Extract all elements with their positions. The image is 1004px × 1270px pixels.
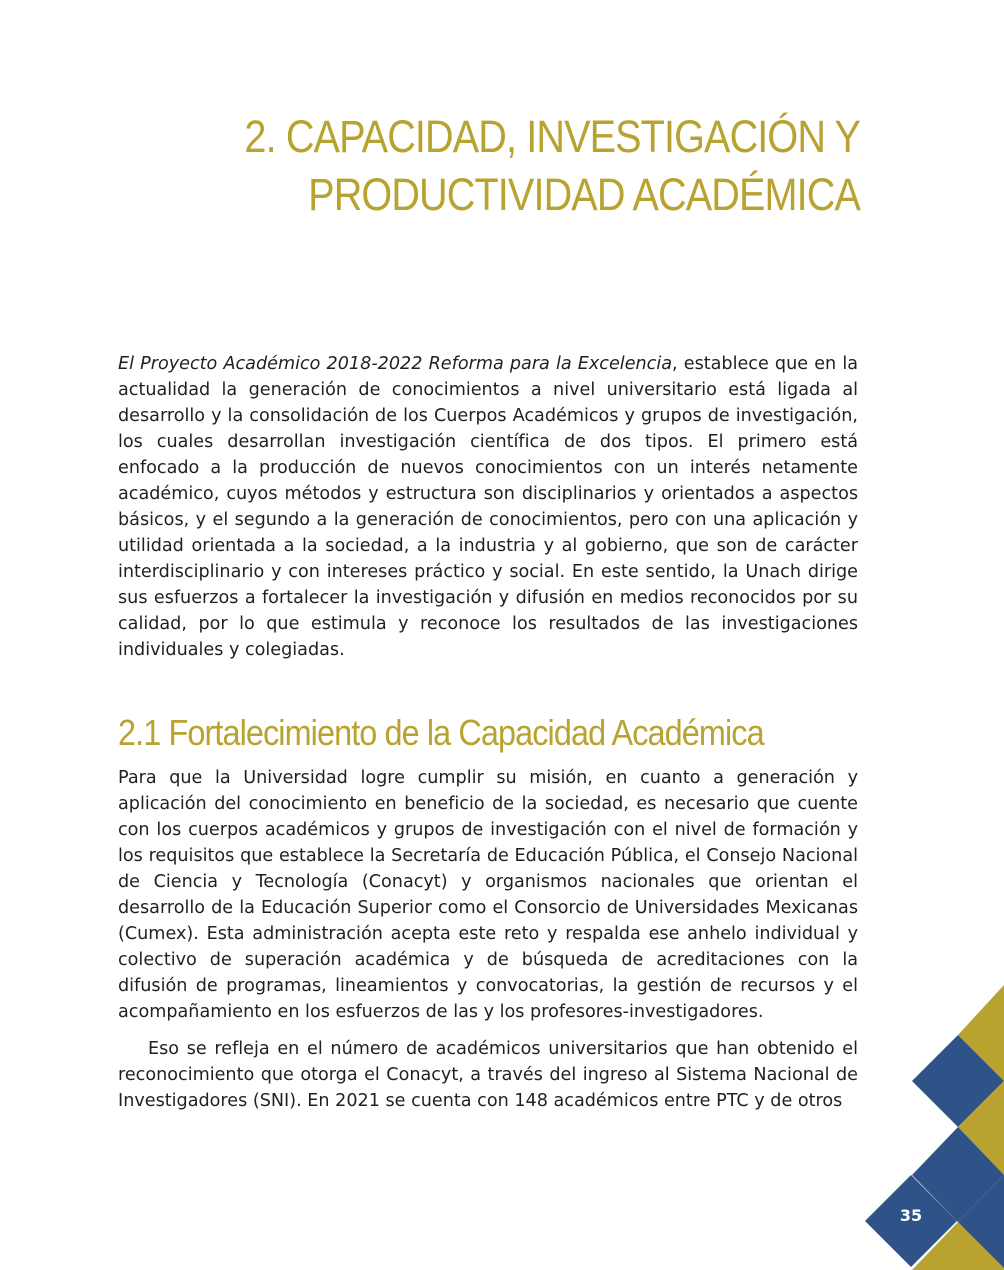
project-title-italic: El Proyecto Académico 2018-2022 Reforma para la Excelencia: [118, 354, 673, 374]
page-number: 35: [899, 1206, 923, 1225]
section-paragraph-1: Para que la Universidad logre cumplir su misión, en cuanto a generación y aplicación del conocimiento en beneficio de la sociedad, es necesario que cuente con los cuerpos académicos y grupos de investigación con el nivel de formación y los requisitos que establece la Secretaría de Educación Pública, el Consejo Nacional de Ciencia y Tecnología (Conacyt) y organismos nacionales que orientan el desarrollo de la Educación Superior como el Consorcio de Universidades Mexicanas (Cumex). Esta administración acepta este reto y respalda ese anhelo individual y colectivo de superación académica y de búsqueda de acreditaciones con la difusión de programas, lineamientos y convocatorias, la gestión de recursos y el acompañamiento en los esfuerzos de las y los profesores-investigadores.: [118, 768, 858, 1022]
intro-text: , establece que en la actualidad la generación de conocimientos a nivel universitario está ligada al desarrollo y la consolidación de los Cuerpos Académicos y grupos de investigación, los cuales desarrollan investigación científica de dos tipos. El primero está enfocado a la producción de nuevos conocimientos con un interés netamente académico, cuyos métodos y estructura son disciplinarios y orientados a aspectos básicos, y el segundo a la generación de conocimientos, pero con una aplicación y utilidad orientada a la sociedad, a la industria y al gobierno, que son de carácter interdisciplinario y con intereses práctico y social. En este sentido, la Unach dirige sus esfuerzos a fortalecer la investigación y difusión en medios reconocidos por su calidad, por lo que estimula y reconoce los resultados de las investigaciones individuales y colegiadas.: [118, 354, 858, 660]
chapter-title-line-1: 2. CAPACIDAD, INVESTIGACIÓN Y: [244, 111, 860, 162]
section-heading-text: 2.1 Fortalecimiento de la Capacidad Académica: [118, 712, 764, 753]
chapter-title-line-2: PRODUCTIVIDAD ACADÉMICA: [308, 169, 861, 220]
section-paragraph-2: Eso se refleja en el número de académicos universitarios que han obtenido el reconocimiento que otorga el Conacyt, a través del ingreso al Sistema Nacional de Investigadores (SNI). En 2021 se cuenta con 148 académicos entre PTC y de otros: [118, 1039, 858, 1111]
